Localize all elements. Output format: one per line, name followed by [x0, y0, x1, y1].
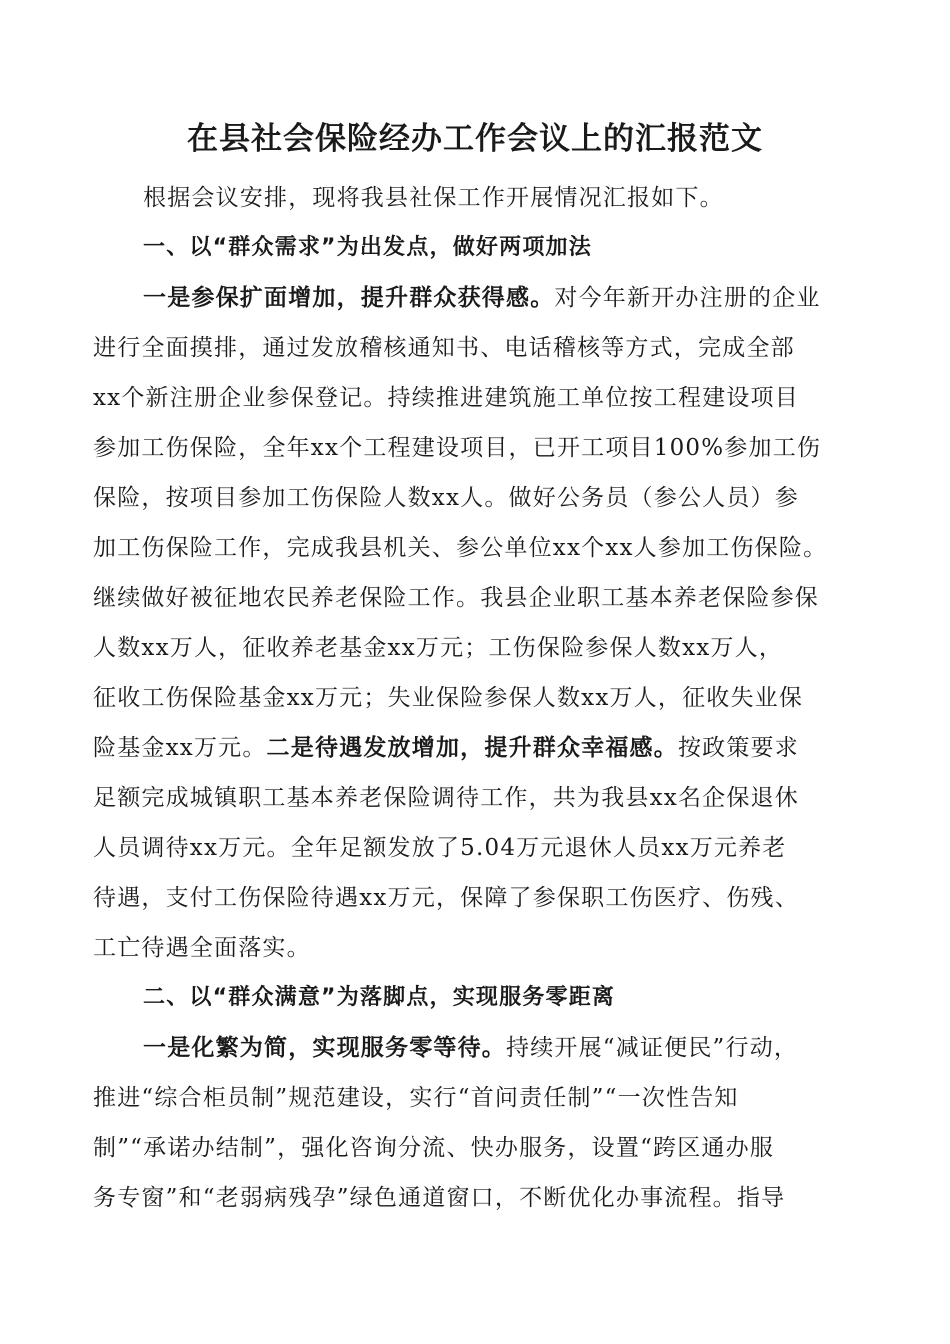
section2-heading: 二、以“群众满意”为落脚点，实现服务零距离 [143, 985, 616, 1010]
section1-lead-2: 二是待遇发放增加，提升群众幸福感。 [266, 734, 678, 761]
section1-line-12: 人员调待xx万元。全年足额发放了5.04万元退休人员xx万元养老 [93, 835, 787, 861]
document-title: 在县社会保险经办工作会议上的汇报范文 [187, 121, 763, 157]
section1-line-1: 一是参保扩面增加，提升群众获得感。对今年新开办注册的企业 [143, 284, 821, 311]
section1-line-9: 征收工伤保险基金xx万元；失业保险参保人数xx万人，征收失业保 [93, 685, 804, 711]
section1-line-11: 足额完成城镇职工基本养老保险调待工作，共为我县xx名企保退休 [93, 785, 799, 811]
section1-line-4: 参加工伤保险，全年xx个工程建设项目，已开工项目100%参加工伤 [93, 435, 822, 461]
section1-line-2: 进行全面摸排，通过发放稽核通知书、电话稽核等方式，完成全部 [93, 335, 795, 361]
section1-line-13: 待遇，支付工伤保险待遇xx万元，保障了参保职工伤医疗、伤残、 [93, 885, 799, 911]
section2-line-1: 一是化繁为简，实现服务零等待。持续开展“减证便民”行动， [143, 1034, 799, 1061]
section2-line-2: 推进“综合柜员制”规范建设，实行“首问责任制”“一次性告知 [93, 1085, 739, 1111]
section2-line-4: 务专窗”和“老弱病残孕”绿色通道窗口，不断优化办事流程。指导 [93, 1185, 786, 1211]
intro-paragraph: 根据会议安排，现将我县社保工作开展情况汇报如下。 [143, 185, 724, 211]
section1-line-7: 继续做好被征地农民养老保险工作。我县企业职工基本养老保险参保 [93, 585, 819, 611]
section1-heading: 一、以“群众需求”为出发点，做好两项加法 [143, 235, 592, 260]
section2-lead-1: 一是化繁为简，实现服务零等待。 [143, 1034, 506, 1061]
section1-line-14: 工亡待遇全面落实。 [93, 935, 311, 961]
section2-line-3: 制”“承诺办结制”，强化咨询分流、快办服务，设置“跨区通办服 [93, 1135, 775, 1161]
section1-line-8: 人数xx万人，征收养老基金xx万元；工伤保险参保人数xx万人， [93, 635, 784, 661]
section1-lead-1: 一是参保扩面增加，提升群众获得感。 [143, 284, 555, 311]
section1-line-6: 加工伤保险工作，完成我县机关、参公单位xx个xx人参加工伤保险。 [93, 535, 828, 561]
section1-line-3: xx个新注册企业参保登记。持续推进建筑施工单位按工程建设项目 [93, 385, 799, 411]
section1-line-10: 险基金xx万元。二是待遇发放增加，提升群众幸福感。按政策要求 [93, 734, 799, 761]
section1-line-5: 保险，按项目参加工伤保险人数xx人。做好公务员（参公人员）参 [93, 485, 799, 511]
